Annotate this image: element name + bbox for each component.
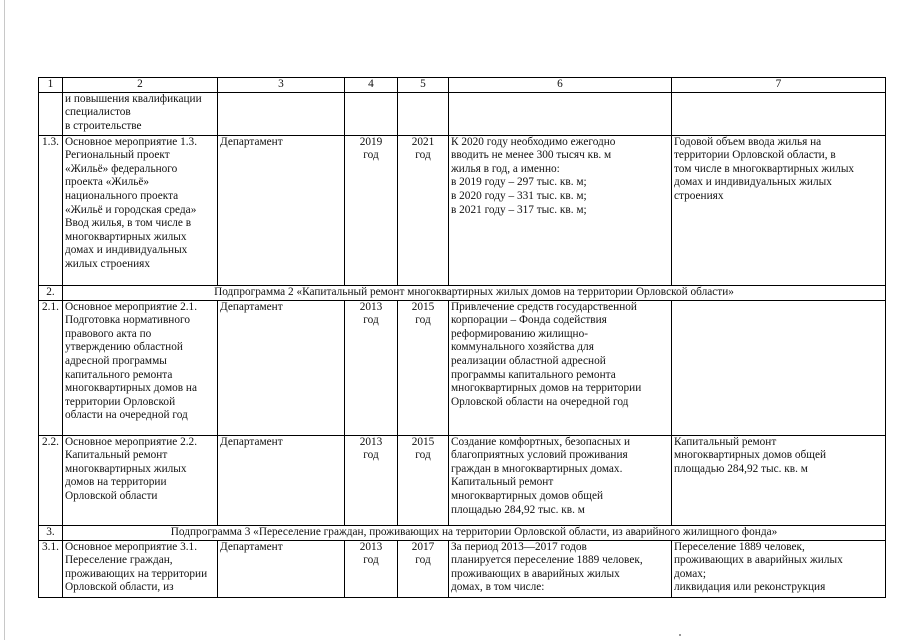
row-number: 2. xyxy=(39,285,63,300)
start-year: 2013 год xyxy=(345,300,398,435)
subprogram-title: Подпрограмма 2 «Капитальный ремонт многоквартирных жилых домов на территории Орловской области» xyxy=(63,285,886,300)
expected-result: За период 2013—2017 годов планируется переселение 1889 человек, проживающих в аварийных жилых домах, в том числе: xyxy=(449,540,672,597)
measure-name: Основное мероприятие 3.1. Переселение граждан, проживающих на территории Орловской области, из xyxy=(63,540,218,597)
column-header: 4 xyxy=(345,78,398,93)
start-year: 2013 год xyxy=(345,540,398,597)
row-number xyxy=(39,92,63,135)
column-header: 1 xyxy=(39,78,63,93)
row-number: 2.1. xyxy=(39,300,63,435)
responsible xyxy=(218,92,345,135)
end-year: 2021 год xyxy=(398,135,449,285)
indicator xyxy=(672,92,886,135)
subprogram-row xyxy=(39,525,886,540)
start-year: 2013 год xyxy=(345,435,398,525)
column-header: 7 xyxy=(672,78,886,93)
start-year: 2019 год xyxy=(345,135,398,285)
end-year: 2017 год xyxy=(398,540,449,597)
table-row xyxy=(39,435,886,525)
row-number: 2.2. xyxy=(39,435,63,525)
column-header: 5 xyxy=(398,78,449,93)
indicator: Годовой объем ввода жилья на территории Орловской области, в том числе в многоквартирных жилых домах и индивидуальных жилых строениях xyxy=(672,135,886,285)
table-row xyxy=(39,135,886,285)
row-number: 1.3. xyxy=(39,135,63,285)
end-year: 2015 год xyxy=(398,435,449,525)
end-year xyxy=(398,92,449,135)
table-row xyxy=(39,92,886,135)
measure-name: Основное мероприятие 1.3. Региональный проект «Жильё» федерального проекта «Жильё» национального проекта «Жильё и городская среда» Ввод жилья, в том числе в многоквартирных жилых домах и индивидуальных жилых строениях xyxy=(63,135,218,285)
subprogram-title: Подпрограмма 3 «Переселение граждан, проживающих на территории Орловской области, из аварийного жилищного фонда» xyxy=(63,525,886,540)
expected-result: Создание комфортных, безопасных и благоприятных условий проживания граждан в многоквартирных домах. Капитальный ремонт многоквартирных домов общей площадью 284,92 тыс. кв. м xyxy=(449,435,672,525)
indicator: Переселение 1889 человек, проживающих в аварийных жилых домах; ликвидация или реконструкция xyxy=(672,540,886,597)
start-year xyxy=(345,92,398,135)
column-header: 2 xyxy=(63,78,218,93)
subprogram-row xyxy=(39,285,886,300)
row-number: 3.1. xyxy=(39,540,63,597)
measure-name: Основное мероприятие 2.2. Капитальный ремонт многоквартирных жилых домов на территории Орловской области xyxy=(63,435,218,525)
indicator xyxy=(672,300,886,435)
column-number-header-row xyxy=(39,78,886,93)
expected-result: Привлечение средств государственной корпорации – Фонда содействия реформированию жилищно- коммунального хозяйства для реализации областной адресной программы капитального ремонта многоквартирных домов на территории Орловской области на очередной год xyxy=(449,300,672,435)
scan-dot xyxy=(679,634,681,636)
expected-result xyxy=(449,92,672,135)
measure-name: и повышения квалификации специалистов в строительстве xyxy=(63,92,218,135)
table-row xyxy=(39,540,886,597)
page-edge-line xyxy=(4,0,5,640)
measure-name: Основное мероприятие 2.1. Подготовка нормативного правового акта по утверждению областной адресной программы капитального ремонта многоквартирных домов на территории Орловской области на очередной год xyxy=(63,300,218,435)
program-measures-table xyxy=(38,77,886,598)
responsible: Департамент xyxy=(218,435,345,525)
end-year: 2015 год xyxy=(398,300,449,435)
expected-result: К 2020 году необходимо ежегодно вводить не менее 300 тысяч кв. м жилья в год, а именно: в 2019 году – 297 тыс. кв. м; в 2020 году – 331 тыс. кв. м; в 2021 году – 317 тыс. кв. м; xyxy=(449,135,672,285)
responsible: Департамент xyxy=(218,540,345,597)
row-number: 3. xyxy=(39,525,63,540)
indicator: Капитальный ремонт многоквартирных домов общей площадью 284,92 тыс. кв. м xyxy=(672,435,886,525)
column-header: 6 xyxy=(449,78,672,93)
column-header: 3 xyxy=(218,78,345,93)
table-row xyxy=(39,300,886,435)
responsible: Департамент xyxy=(218,135,345,285)
responsible: Департамент xyxy=(218,300,345,435)
